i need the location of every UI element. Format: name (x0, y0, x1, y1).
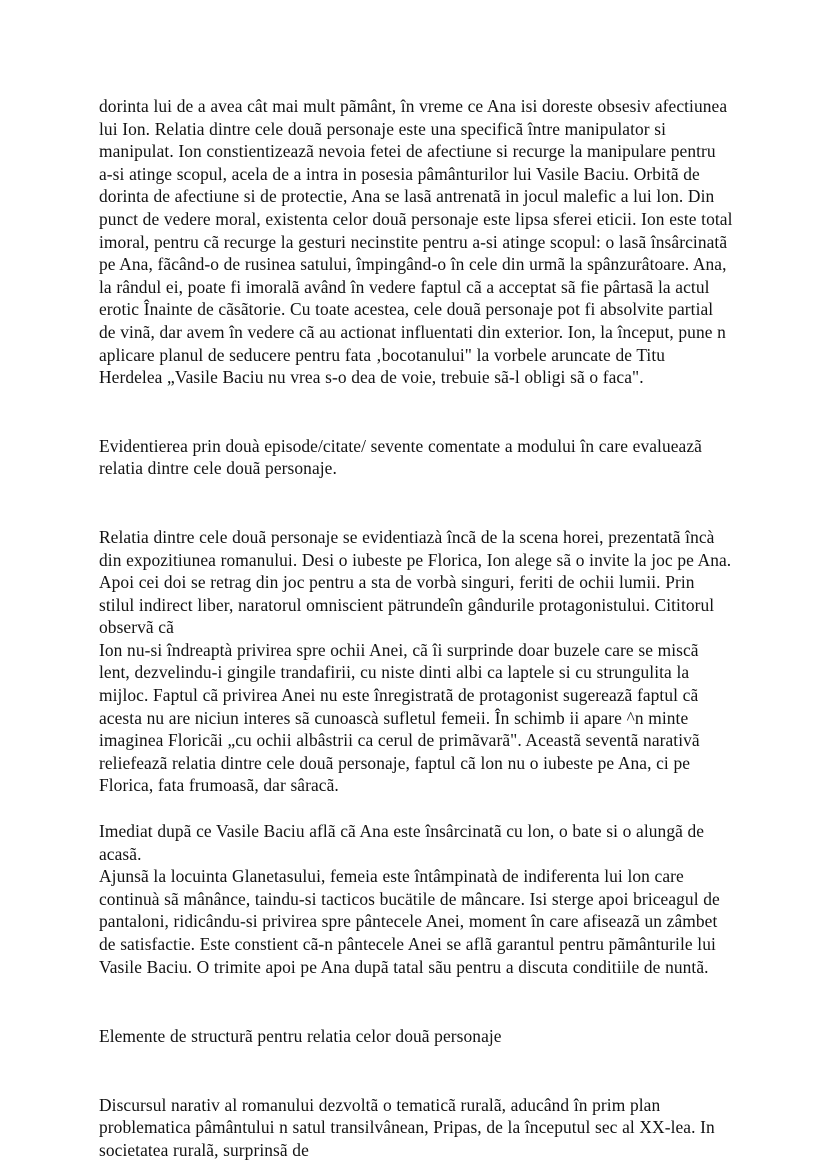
paragraph-spacer (99, 480, 733, 526)
paragraph-block-2: Evidentierea prin douà episode/citate/ sevente comentate a modului în care evalueazã relatia dintre cele douã personaje. (99, 435, 702, 479)
heading-spacer (99, 1048, 733, 1094)
paragraph-block-6: Imediat dupã ce Vasile Baciu aflã cã Ana este însârcinatã cu lon, o bate si o alungã de acasã. (99, 821, 705, 864)
paragraph-block-5: Ion nu-si îndreaptà privirea spre ochii Anei, cã îi surprinde doar buzele care se miscã lent, dezvelindu-i gingile trandafirii, cu niste dinti albi ca laptele si cu strungulita la mijloc. Faptul cã privirea Anei nu este înregistratã de protagonist sugereazã faptul cã acesta nu are niciun interes sã cunoascà sufletul femeii. În schimb ii apare ^n minte imaginea Floricãi „cu ochii albâstrii ca cerul de primãvarã". Aceastã seventã narativã reliefeazã relatia dintre cele douã personaje, faptul cã lon nu o iubeste pe Ana, ci pe Florica, fata frumoasã, dar sâracã. (99, 639, 700, 796)
heading-spacer (99, 978, 733, 1025)
paragraph-block-9: Discursul narativ al romanului dezvoltã o tematicã ruralã, aducând în prim plan problematica pâmântului n satul transilvânean, Pripas, de la începutul sec al XX-lea. In societatea ruralã, surprinsã de (99, 1094, 715, 1160)
document-text-body (99, 95, 733, 1162)
paragraph-block-3: Relatia dintre cele douã personaje se evidentiazà încã de la scena horei, prezentatã încà din expozitiunea romanului. Desi o iubeste pe Florica, Ion alege sã o invite la joc pe Ana. (99, 526, 732, 570)
paragraph-spacer (99, 797, 733, 820)
paragraph-block-1: dorinta lui de a avea cât mai mult pãmânt, în vreme ce Ana isi doreste obsesiv afectiunea lui Ion. Relatia dintre cele douã personaje este una specificã între manipulator si manipulat. Ion constientizeazã nevoia fetei de afectiune si recurge la manipulare pentru a-si atinge scopul, acela de a intra in posesia pâmânturilor lui Vasile Baciu. Orbitã de dorinta de afectiune si de protectie, Ana se lasã antrenatã in jocul malefic a lui lon. Din punct de vedere moral, existenta celor douã personaje este lipsa sferei eticii. Ion este total imoral, pentru cã recurge la gesturi necinstite pentru a-si atinge scopul: o lasã însârcinatã pe Ana, fãcând-o de rusinea satului, împingând-o în cele din urmã la spânzurâtoare. Ana, la rândul ei, poate fi imoralã având în vedere faptul cã a acceptat sã fie pârtasã la actul erotic Înainte de cãsãtorie. Cu toate acestea, cele douã personaje pot fi absolvite partial de vinã, dar avem în vedere cã au actionat influentati din exterior. Ion, la început, pune n aplicare planul de seducere pentru fata ‚bocotanului" la vorbele aruncate de Titu Herdelea „Vasile Baciu nu vrea s-o dea de voie, trebuie sã-l obligi sã o faca". (99, 96, 733, 388)
paragraph-block-4: Apoi cei doi se retrag din joc pentru a sta de vorbà singuri, feriti de ochii lumii. Prin stilul indirect liber, naratorul omniscient pätrundeîn gândurile protagonistului. Cititorul observã cã (99, 572, 715, 638)
paragraph-block-7: Ajunsã la locuinta Glanetasului, femeia este întâmpinatà de indiferenta lui lon care continuà sã mânânce, taindu-si tacticos bucätile de mâncare. Isi sterge apoi briceagul de pantaloni, ridicându-si privirea spre pântecele Anei, moment în care afiseazã un zâmbet de satisfactie. Este constient cã-n pântecele Anei se aflã garantul pentru pãmânturile lui Vasile Baciu. O trimite apoi pe Ana dupã tatal sãu pentru a discuta conditiile de nuntã. (99, 866, 720, 977)
section-heading: Elemente de structurã pentru relatia celor douã personaje (99, 1026, 502, 1047)
paragraph-spacer (99, 389, 733, 435)
